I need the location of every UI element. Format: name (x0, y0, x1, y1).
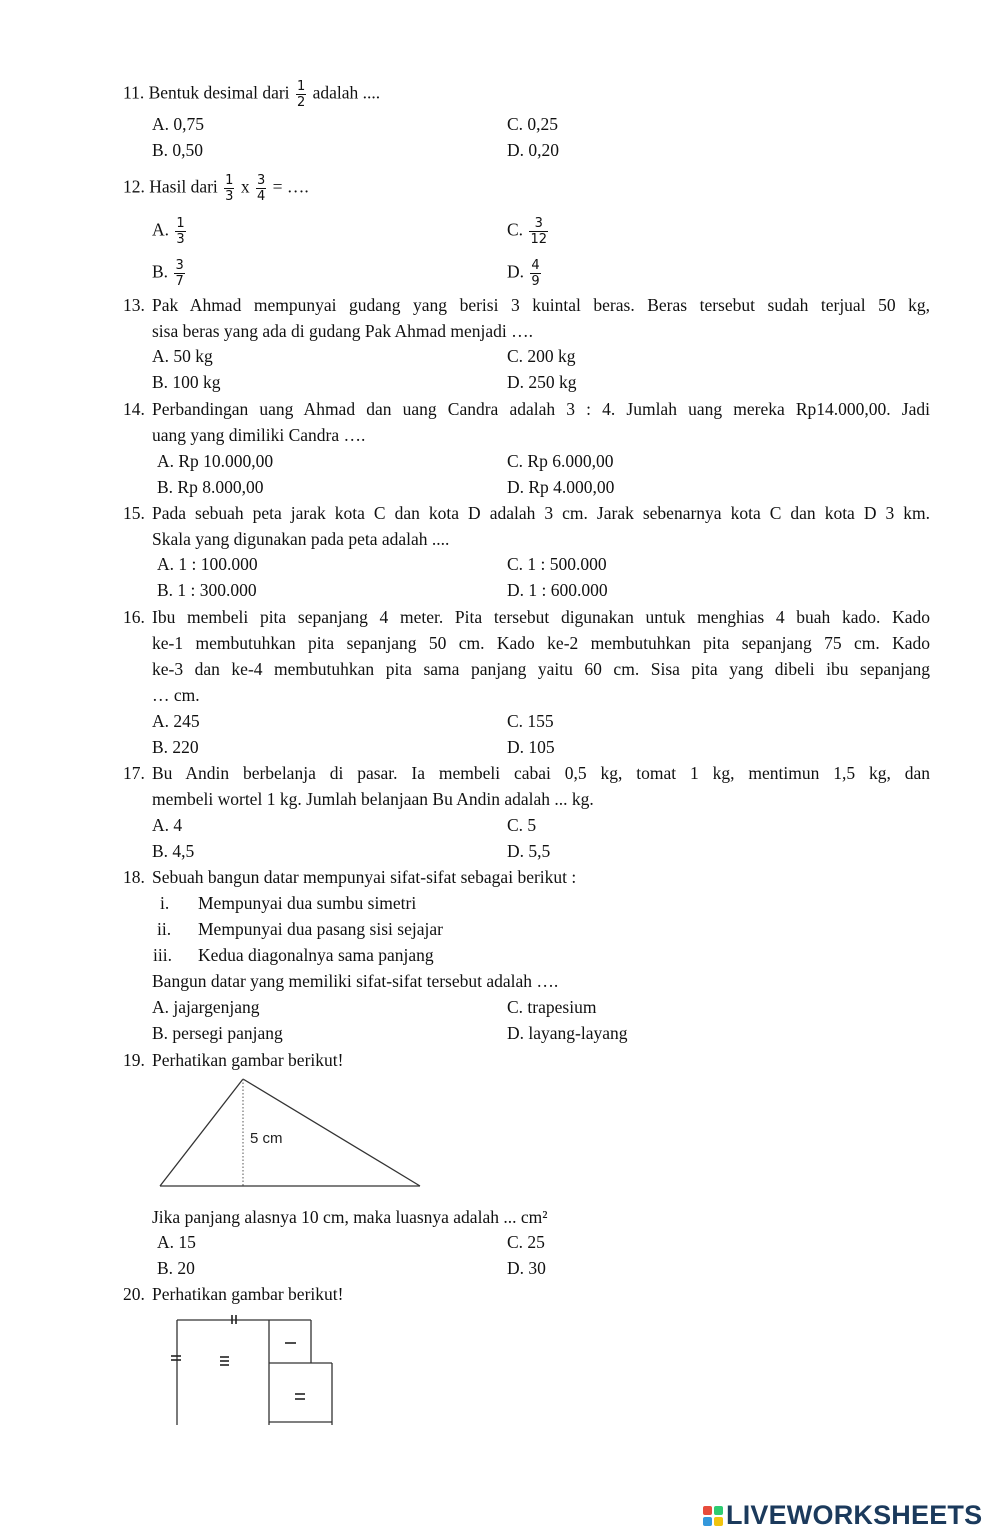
q11-option-a[interactable]: A. 0,75 (152, 114, 205, 134)
q19-question: Jika panjang alasnya 10 cm, maka luasnya adalah ... cm² (152, 1207, 548, 1227)
q16-option-a[interactable]: A. 245 (152, 711, 200, 731)
q14-text: Perbandingan uang Ahmad dan uang Candra adalah 3 : 4. Jumlah uang mereka Rp14.000,00. Jadi uang yang dimiliki Candra …. (152, 399, 930, 445)
q14-option-d[interactable]: D. Rp 4.000,00 (507, 477, 615, 497)
q18-item-2-text: Mempunyai dua pasang sisi sejajar (198, 919, 443, 939)
q19-option-a[interactable]: A. 15 (157, 1232, 196, 1252)
tick-marks (171, 1315, 305, 1399)
q14-option-c[interactable]: C. Rp 6.000,00 (507, 451, 614, 471)
q12-text-end: = …. (272, 176, 309, 197)
q12-fraction-1: $\frac{1}{3}$ (225, 173, 234, 204)
q12-stem (123, 173, 309, 204)
q18-item-1-label: i. (160, 893, 170, 913)
q18-option-d[interactable]: D. layang-layang (507, 1023, 628, 1043)
q11-option-c[interactable]: C. 0,25 (507, 114, 559, 134)
q14-number: 14. (123, 399, 145, 419)
q13-option-a[interactable]: A. 50 kg (152, 346, 213, 366)
q20-number: 20. (123, 1284, 145, 1304)
q11-stem (123, 79, 380, 110)
q13-number: 13. (123, 295, 145, 315)
q14-option-b[interactable]: B. Rp 8.000,00 (157, 477, 264, 497)
liveworksheets-logo[interactable] (703, 1500, 982, 1531)
q17-option-c[interactable]: C. 5 (507, 815, 537, 835)
q12-option-a[interactable]: A. $\frac{1}{3}$ (152, 216, 185, 247)
q16-option-b[interactable]: B. 220 (152, 737, 199, 757)
q19-option-b[interactable]: B. 20 (157, 1258, 195, 1278)
q11-number: 11. (123, 82, 145, 103)
q17-option-b[interactable]: B. 4,5 (152, 841, 195, 861)
q18-option-a[interactable]: A. jajargenjang (152, 997, 260, 1017)
q11-fraction: $\frac{1}{2}$ (296, 79, 306, 110)
q12-option-c[interactable]: C. $\frac{3}{12}$ (507, 216, 547, 247)
q15-text: Pada sebuah peta jarak kota C dan kota D adalah 3 cm. Jarak sebenarnya kota C dan kota D 3 km. Skala yang digunakan pada peta adalah .... (152, 503, 930, 549)
q11-option-b[interactable]: B. 0,50 (152, 140, 204, 160)
q15-option-c[interactable]: C. 1 : 500.000 (507, 554, 607, 574)
q19-text: Perhatikan gambar berikut! (152, 1050, 344, 1070)
q19-option-d[interactable]: D. 30 (507, 1258, 546, 1278)
q13-option-c[interactable]: C. 200 kg (507, 346, 576, 366)
q16-number: 16. (123, 607, 145, 627)
q18-text: Sebuah bangun datar mempunyai sifat-sifat sebagai berikut : (152, 867, 577, 887)
q16-text: Ibu membeli pita sepanjang 4 meter. Pita tersebut digunakan untuk menghias 4 buah kado. Kado ke-1 membutuhkan pita sepanjang 50 cm. Kado ke-2 membutuhkan pita sepanjang 75 cm. Kado ke-3 dan ke-4 membutuhkan pita sama panjang yaitu 60 cm. Sisa pita yang dibeli ibu sepanjang … cm. (152, 607, 930, 705)
q12-fraction-2: $\frac{3}{4}$ (256, 173, 266, 204)
q19-triangle-figure (150, 1075, 430, 1195)
q15-number: 15. (123, 503, 145, 523)
q19-number: 19. (123, 1050, 145, 1070)
q18-item-3-text: Kedua diagonalnya sama panjang (198, 945, 434, 965)
q18-number: 18. (123, 867, 145, 887)
q17-text: Bu Andin berbelanja di pasar. Ia membeli cabai 0,5 kg, tomat 1 kg, mentimun 1,5 kg, dan membeli wortel 1 kg. Jumlah belanjaan Bu Andin adalah ... kg. (152, 763, 930, 809)
q17-option-a[interactable]: A. 4 (152, 815, 183, 835)
q14-option-a[interactable]: A. Rp 10.000,00 (157, 451, 274, 471)
q11-option-d[interactable]: D. 0,20 (507, 140, 560, 160)
q17-number: 17. (123, 763, 145, 783)
q13-option-b[interactable]: B. 100 kg (152, 372, 221, 392)
q20-text: Perhatikan gambar berikut! (152, 1284, 344, 1304)
logo-icon (703, 1506, 723, 1526)
q18-item-2-label: ii. (157, 919, 172, 939)
q18-item-1-text: Mempunyai dua sumbu simetri (198, 893, 417, 913)
q17-option-d[interactable]: D. 5,5 (507, 841, 551, 861)
q18-option-c[interactable]: C. trapesium (507, 997, 597, 1017)
q20-figure (165, 1310, 340, 1430)
q12-operator: x (240, 176, 250, 197)
q13-text: Pak Ahmad mempunyai gudang yang berisi 3 kuintal beras. Beras tersebut sudah terjual 50 kg, sisa beras yang ada di gudang Pak Ahmad menjadi …. (152, 295, 930, 341)
q18-option-b[interactable]: B. persegi panjang (152, 1023, 283, 1043)
q15-option-d[interactable]: D. 1 : 600.000 (507, 580, 608, 600)
logo-text: LIVEWORKSHEETS (726, 1500, 983, 1530)
q12-text: Hasil dari (149, 176, 218, 197)
q18-item-3-label: iii. (153, 945, 172, 965)
q19-option-c[interactable]: C. 25 (507, 1232, 545, 1252)
q11-text-end: adalah .... (312, 82, 381, 103)
triangle-left-side (160, 1079, 243, 1186)
q18-question: Bangun datar yang memiliki sifat-sifat tersebut adalah …. (152, 971, 559, 991)
q12-number: 12. (123, 176, 145, 197)
q15-option-b[interactable]: B. 1 : 300.000 (157, 580, 257, 600)
q12-option-d[interactable]: D. $\frac{4}{9}$ (507, 258, 540, 289)
q13-option-d[interactable]: D. 250 kg (507, 372, 577, 392)
q16-option-c[interactable]: C. 155 (507, 711, 554, 731)
q15-option-a[interactable]: A. 1 : 100.000 (157, 554, 258, 574)
q12-option-b[interactable]: B. $\frac{3}{7}$ (152, 258, 184, 289)
height-label: 5 cm (250, 1130, 283, 1147)
q11-text: Bentuk desimal dari (148, 82, 290, 103)
q16-option-d[interactable]: D. 105 (507, 737, 555, 757)
